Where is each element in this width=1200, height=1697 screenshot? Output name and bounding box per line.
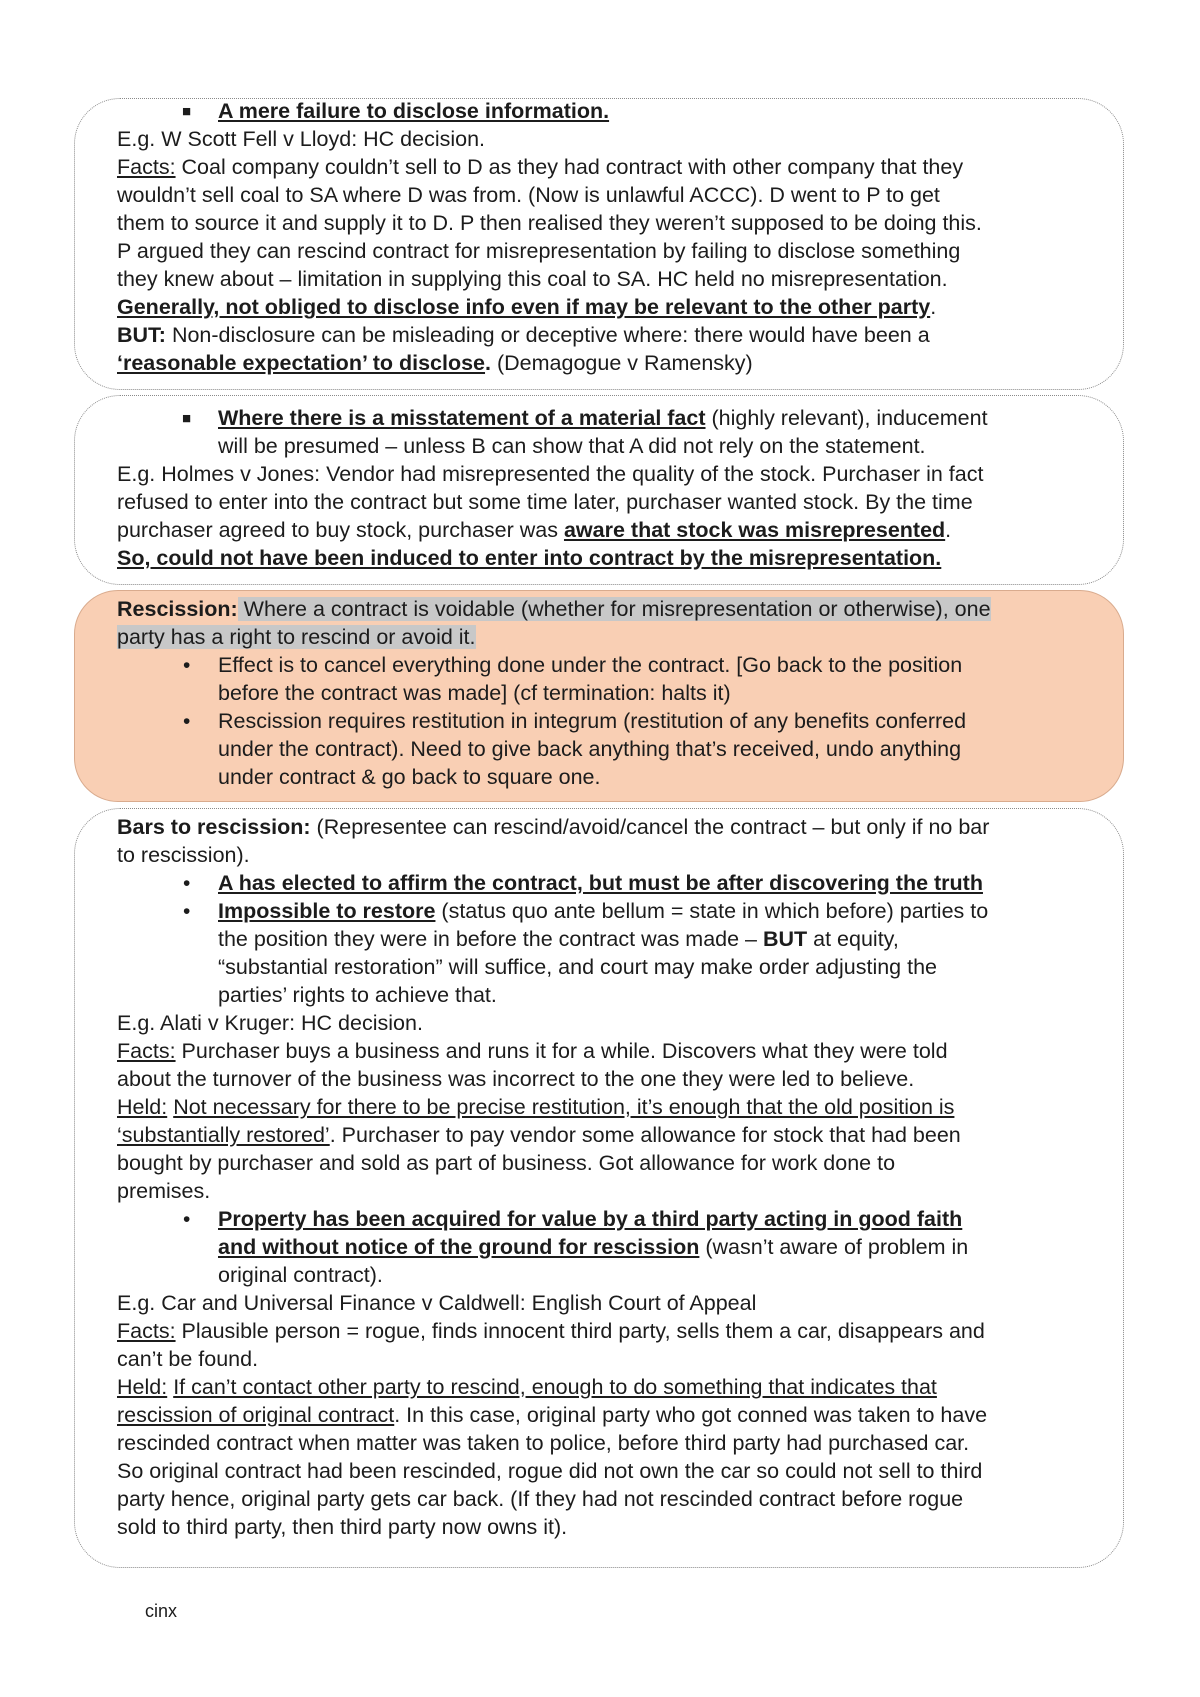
held-text: rescission of original contract (117, 1403, 395, 1427)
bars-label: Bars to rescission: (117, 815, 311, 839)
list-bold-text: and without notice of the ground for rescission (218, 1235, 700, 1259)
rescission-label: Rescission: (117, 597, 238, 621)
facts-text: Purchaser buys a business and runs it for a while. Discovers what they were told (175, 1039, 948, 1063)
heading-rest: (highly relevant), inducement (705, 406, 988, 430)
held-line (117, 1402, 987, 1430)
list-item-cont (218, 1234, 968, 1262)
list-item: Rescission requires restitution in integrum (restitution of any benefits conferred (218, 709, 967, 733)
rescission-definition-cont (117, 624, 476, 652)
bars-intro (117, 814, 989, 842)
case-reference: (Demagogue v Ramensky) (491, 351, 753, 375)
held-line: So original contract had been rescinded, rogue did not own the car so could not sell to third (117, 1459, 983, 1483)
list-item-cont: under the contract). Need to give back anything that’s received, undo anything (218, 737, 962, 761)
conclusion: So, could not have been induced to enter into contract by the misrepresentation. (117, 546, 942, 570)
misstatement-heading: Where there is a misstatement of a material fact (218, 406, 706, 430)
bars-text: (Representee can rescind/avoid/cancel the contract – but only if no bar (310, 815, 990, 839)
case-text (117, 517, 951, 545)
facts-line: P argued they can rescind contract for misrepresentation by failing to disclose something (117, 239, 961, 263)
held-label: Held: (117, 1375, 168, 1399)
list-text: the position they were in before the contract was made – (218, 927, 763, 951)
case-text: refused to enter into the contract but some time later, purchaser wanted stock. By the time (117, 490, 973, 514)
facts-line (117, 1318, 985, 1346)
case-example: E.g. W Scott Fell v Lloyd: HC decision. (117, 127, 486, 151)
punctuation: . (930, 295, 937, 319)
impossible-heading: Impossible to restore (218, 899, 436, 923)
misstatement-heading-line (218, 405, 988, 433)
list-item (218, 898, 988, 926)
case-text-part: purchaser agreed to buy stock, purchaser was (117, 518, 564, 542)
punctuation: . (485, 351, 492, 375)
list-item-cont: parties’ rights to achieve that. (218, 983, 497, 1007)
facts-label: Facts: (117, 155, 176, 179)
facts-line: can’t be found. (117, 1347, 259, 1371)
held-line (117, 1094, 954, 1122)
held-line (117, 1374, 937, 1402)
held-text: ‘substantially restored’ (117, 1123, 330, 1147)
but-text: Non-disclosure can be misleading or deceptive where: there would have been a (165, 323, 930, 347)
facts-line (117, 154, 963, 182)
list-text: (wasn’t aware of problem in (699, 1235, 969, 1259)
list-item-cont (218, 926, 899, 954)
held-line: premises. (117, 1179, 211, 1203)
facts-label: Facts: (117, 1319, 176, 1343)
held-rest: . Purchaser to pay vendor some allowance for stock that had been (329, 1123, 961, 1147)
bullet: • (183, 710, 191, 733)
bars-intro-cont: to rescission). (117, 843, 250, 867)
list-item-cont: under contract & go back to square one. (218, 765, 601, 789)
but-label: BUT (762, 927, 808, 951)
list-item-cont: original contract). (218, 1263, 383, 1287)
held-line (117, 1122, 961, 1150)
facts-text: Coal company couldn’t sell to D as they had contract with other company that they (175, 155, 964, 179)
bullet: • (183, 1208, 191, 1231)
square-bullet: ■ (182, 103, 192, 120)
reasonable-expectation: ‘reasonable expectation’ to disclose (117, 351, 486, 375)
heading-continuation: will be presumed – unless B can show that A did not rely on the statement. (218, 434, 926, 458)
highlighted-text: party has a right to rescind or avoid it. (117, 625, 476, 649)
list-item-cont: before the contract was made] (cf termination: halts it) (218, 681, 731, 705)
list-text: (status quo ante bellum = state in which before) parties to (435, 899, 989, 923)
held-line: party hence, original party gets car back. (If they had not rescinded contract before rogue (117, 1487, 964, 1511)
punctuation: . (945, 518, 952, 542)
facts-line: they knew about – limitation in supplying this coal to SA. HC held no misrepresentation. (117, 267, 948, 291)
rescission-definition (117, 596, 991, 624)
facts-label: Facts: (117, 1039, 176, 1063)
list-item-cont: “substantial restoration” will suffice, and court may make order adjusting the (218, 955, 938, 979)
case-example: E.g. Car and Universal Finance v Caldwell: English Court of Appeal (117, 1291, 757, 1315)
case-example: E.g. Holmes v Jones: Vendor had misrepresented the quality of the stock. Purchaser in fact (117, 462, 984, 486)
reasonable-expectation-line (117, 350, 753, 378)
facts-text: Plausible person = rogue, finds innocent third party, sells them a car, disappears and (175, 1319, 985, 1343)
general-rule-line (117, 294, 936, 322)
general-rule: Generally, not obliged to disclose info even if may be relevant to the other party (117, 295, 931, 319)
facts-line (117, 1038, 948, 1066)
square-bullet: ■ (182, 410, 192, 427)
bullet: • (183, 900, 191, 923)
facts-line: wouldn’t sell coal to SA where D was from. (Now is unlawful ACCC). D went to P to get (117, 183, 940, 207)
bullet: • (183, 654, 191, 677)
held-line: rescinded contract when matter was taken to police, before third party had purchased car. (117, 1431, 970, 1455)
list-item: Property has been acquired for value by a third party acting in good faith (218, 1207, 963, 1231)
facts-line: about the turnover of the business was incorrect to the one they were led to believe. (117, 1067, 915, 1091)
held-text: Not necessary for there to be precise restitution, it’s enough that the old position is (173, 1095, 955, 1119)
held-line: bought by purchaser and sold as part of business. Got allowance for work done to (117, 1151, 896, 1175)
highlighted-text: Where a contract is voidable (whether for misrepresentation or otherwise), one (237, 597, 991, 621)
list-item: Effect is to cancel everything done under the contract. [Go back to the position (218, 653, 963, 677)
bullet: • (183, 872, 191, 895)
held-text: If can’t contact other party to rescind, enough to do something that indicates that (173, 1375, 937, 1399)
facts-line: them to source it and supply it to D. P then realised they weren’t supposed to be doing this. (117, 211, 982, 235)
held-label: Held: (117, 1095, 168, 1119)
list-item: A has elected to affirm the contract, but must be after discovering the truth (218, 871, 983, 895)
footer-label: cinx (145, 1601, 178, 1621)
held-rest: . In this case, original party who got conned was taken to have (394, 1403, 988, 1427)
list-text: at equity, (807, 927, 899, 951)
case-example: E.g. Alati v Kruger: HC decision. (117, 1011, 423, 1035)
held-line: sold to third party, then third party now owns it). (117, 1515, 568, 1539)
but-line (117, 322, 930, 350)
aware-text: aware that stock was misrepresented (563, 518, 946, 542)
disclosure-heading: A mere failure to disclose information. (218, 99, 610, 123)
but-label: BUT: (117, 323, 166, 347)
